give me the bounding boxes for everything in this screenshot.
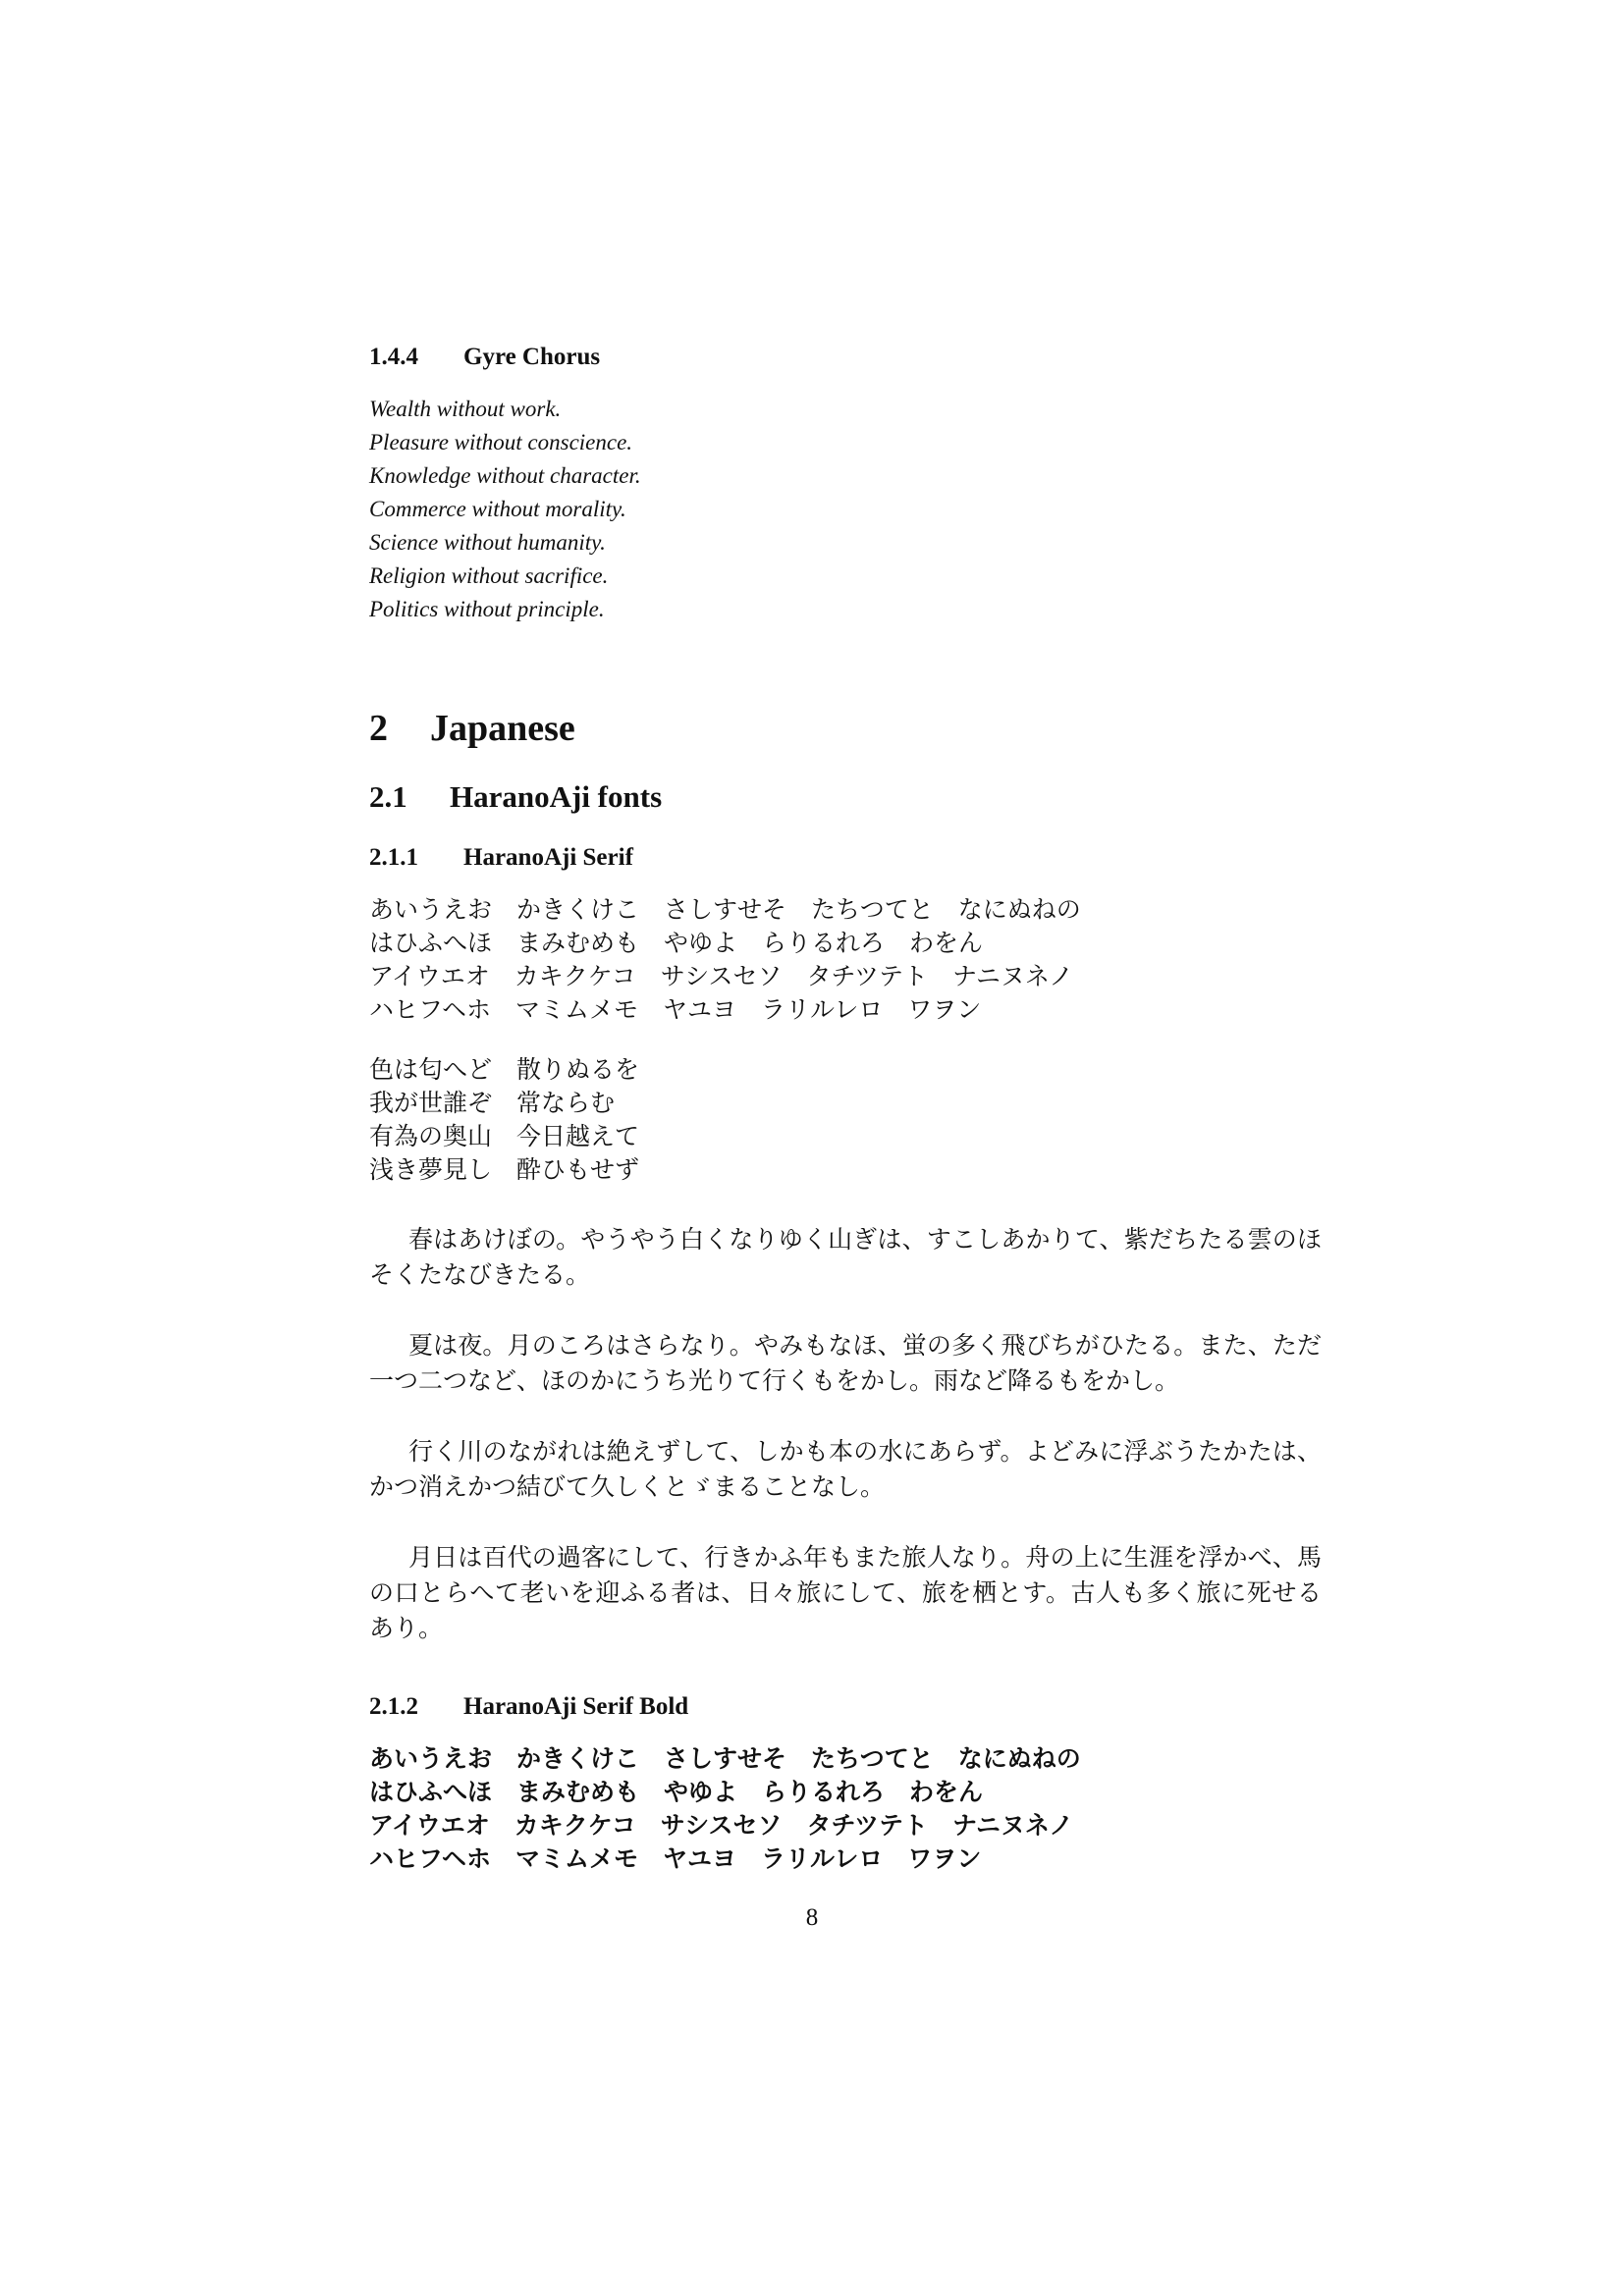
sample-line: Religion without sacrifice.	[369, 563, 609, 588]
sample-line: Pleasure without conscience.	[369, 430, 633, 454]
kana-row: はひふへほ まみむめも やゆよ らりるれろ わをん	[369, 1778, 984, 1806]
poem-line: 我が世誰ぞ 常ならむ	[369, 1089, 616, 1117]
section-heading-japanese	[369, 707, 1322, 750]
kana-row: あいうえお かきくけこ さしすせそ たちつてと なにぬねの	[369, 1744, 1081, 1773]
heading-number: 2	[369, 708, 388, 749]
heading-number: 2.1	[369, 779, 407, 814]
iroha-poem	[369, 1053, 1322, 1187]
kana-row: アイウエオ カキクケコ サシスセソ タチツテト ナニヌネノ	[369, 1811, 1074, 1840]
paragraph: 月日は百代の過客にして、行きかふ年もまた旅人なり。舟の上に生涯を浮かべ、馬の口とらへて老いを迎ふる者は、日々旅にして、旅を栖とす。古人も多く旅に死せるあり。	[369, 1543, 1322, 1642]
poem-line: 色は匂へど 散りぬるを	[369, 1055, 640, 1084]
poem-line: 有為の奥山 今日越えて	[369, 1122, 640, 1150]
sample-line: Politics without principle.	[369, 597, 605, 621]
sample-line: Science without humanity.	[369, 530, 606, 555]
kana-row: あいうえお かきくけこ さしすせそ たちつてと なにぬねの	[369, 895, 1081, 924]
paragraph: 行く川のながれは絶えずして、しかも本の水にあらず。よどみに浮ぶうたかたは、かつ消えかつ結びて久しくとゞまることなし。	[369, 1437, 1322, 1501]
subsection-heading-haranoaji	[369, 779, 1322, 815]
sample-line: Knowledge without character.	[369, 463, 641, 488]
paragraph: 春はあけぼの。やうやう白くなりゆく山ぎは、すこしあかりて、紫だちたる雲のほそくたなびきたる。	[369, 1225, 1322, 1289]
page-content	[369, 344, 1322, 1876]
page-number: 8	[805, 1904, 819, 1931]
kana-row: はひふへほ まみむめも やゆよ らりるれろ わをん	[369, 929, 984, 957]
heading-title: Japanese	[430, 708, 575, 749]
heading-title: HaranoAji Serif	[463, 844, 633, 871]
heading-number: 1.4.4	[369, 344, 418, 370]
kana-table-serif-bold	[369, 1742, 1322, 1876]
heading-title: Gyre Chorus	[463, 344, 601, 370]
kana-row: アイウエオ カキクケコ サシスセソ タチツテト ナニヌネノ	[369, 962, 1074, 990]
paragraph: 夏は夜。月のころはさらなり。やみもなほ、蛍の多く飛びちがひたる。また、ただ一つ二つなど、ほのかにうち光りて行くもをかし。雨など降るもをかし。	[369, 1331, 1322, 1395]
sample-line: Wealth without work.	[369, 397, 562, 421]
poem-line: 浅き夢見し 酔ひもせず	[369, 1155, 640, 1184]
subsubsection-heading-serif	[369, 844, 1322, 872]
heading-number: 2.1.2	[369, 1693, 418, 1720]
heading-number: 2.1.1	[369, 844, 418, 871]
kana-table-serif	[369, 893, 1322, 1027]
subsubsection-heading-gyre-chorus	[369, 344, 1322, 371]
heading-title: HaranoAji fonts	[450, 779, 663, 814]
kana-row: ハヒフヘホ マミムメモ ヤユヨ ラリルレロ ワヲン	[369, 1844, 982, 1873]
sample-line: Commerce without morality.	[369, 497, 626, 521]
kana-row: ハヒフヘホ マミムメモ ヤユヨ ラリルレロ ワヲン	[369, 995, 982, 1024]
gyre-chorus-sample	[369, 393, 1322, 626]
heading-title: HaranoAji Serif Bold	[463, 1693, 689, 1720]
subsubsection-heading-serif-bold	[369, 1693, 1322, 1721]
